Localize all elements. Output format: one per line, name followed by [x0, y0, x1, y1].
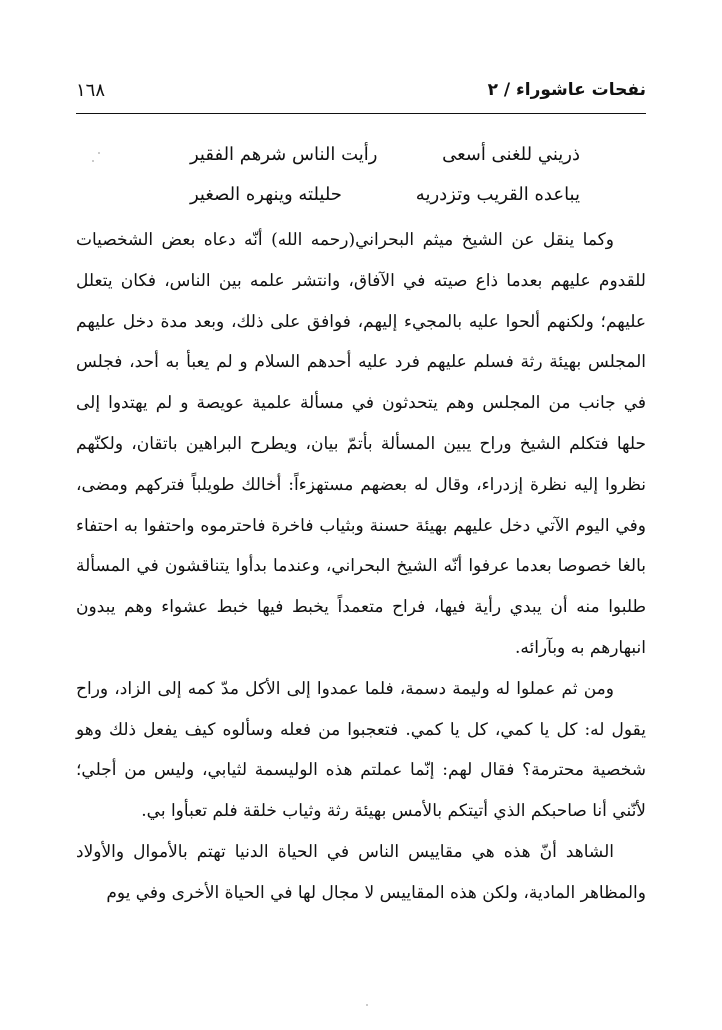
paragraph: ومن ثم عملوا له وليمة دسمة، فلما عمدوا إلى الأكل مدّ كمه إلى الزاد، وراح يقول له: كل يا كمي، كل يا كمي. فتعجبوا من فعله وسألوه كيف يفعل ذلك وهو شخصية محترمة؟ فقال لهم: إنّما عملتم هذه الوليسمة لثيابي، وليس من أجلي؛ لأنّني أنا صاحبكم الذي أتيتكم بالأمس بهيئة رثة وثياب خلقة فلم تعبأوا بي.	[76, 678, 646, 822]
verse-first-hemistich: ذريني للغنى أسعى	[442, 144, 580, 165]
header-rule	[76, 113, 646, 114]
scan-speck	[366, 1004, 368, 1006]
verse-second-hemistich: رأيت الناس شرهم الفقير	[190, 144, 378, 165]
verse-first-hemistich: يباعده القريب وتزدريه	[415, 184, 580, 205]
running-title: نفحات عاشوراء / ٢	[487, 80, 646, 100]
scan-speck	[92, 160, 94, 162]
scan-speck	[98, 152, 100, 154]
poem-verse	[170, 144, 580, 178]
paragraph: وكما ينقل عن الشيخ ميثم البحراني(رحمه الله) أنّه دعاه بعض الشخصيات للقدوم عليهم بعدما ذاع صيته في الآفاق، وانتشر علمه بين الناس، فكان يتعلل عليهم؛ ولكنهم ألحوا عليه بالمجيء إليهم، فوافق على ذلك، وبعد مدة دخل عليهم المجلس بهيئة رثة فسلم عليهم فرد عليه أحدهم السلام و لم يعبأ به أحد، فجلس في جانب من المجلس وهم يتحدثون في مسألة علمية عويصة و لم يهتدوا إلى حلها فتكلم الشيخ وراح يبين المسألة بأتمّ بيان، ويطرح البراهين باتقان، ولكنّهم نظروا إليه نظرة إزدراء، وقال له بعضهم مستهزءاً: أخالك طويلباً فتركهم ومضى، وفي اليوم الآتي دخل عليهم بهيئة حسنة وبثياب فاخرة فاحترموه واحتفوا به احتفاء بالغا خصوصا بعدما عرفوا أنّه الشيخ البحراني، وعندما بدأوا يتناقشون في المسألة طلبوا منه أن يبدي رأية فيها، فراح متعمداً يخبط فيها خبط عشواء وهم يبدون انبهارهم به وبآرائه.	[76, 230, 646, 658]
paragraph: الشاهد أنّ هذه هي مقاييس الناس في الحياة الدنيا تهتم بالأموال والأولاد والمظاهر المادية، ولكن هذه المقاييس لا مجال لها في الحياة الأخرى وفي يوم	[76, 841, 646, 903]
verse-second-hemistich: حليلته وينهره الصغير	[190, 184, 342, 205]
page-number: ١٦٨	[76, 80, 106, 101]
body-text	[76, 220, 646, 914]
page-header	[76, 74, 646, 112]
poem-verse	[170, 184, 580, 218]
